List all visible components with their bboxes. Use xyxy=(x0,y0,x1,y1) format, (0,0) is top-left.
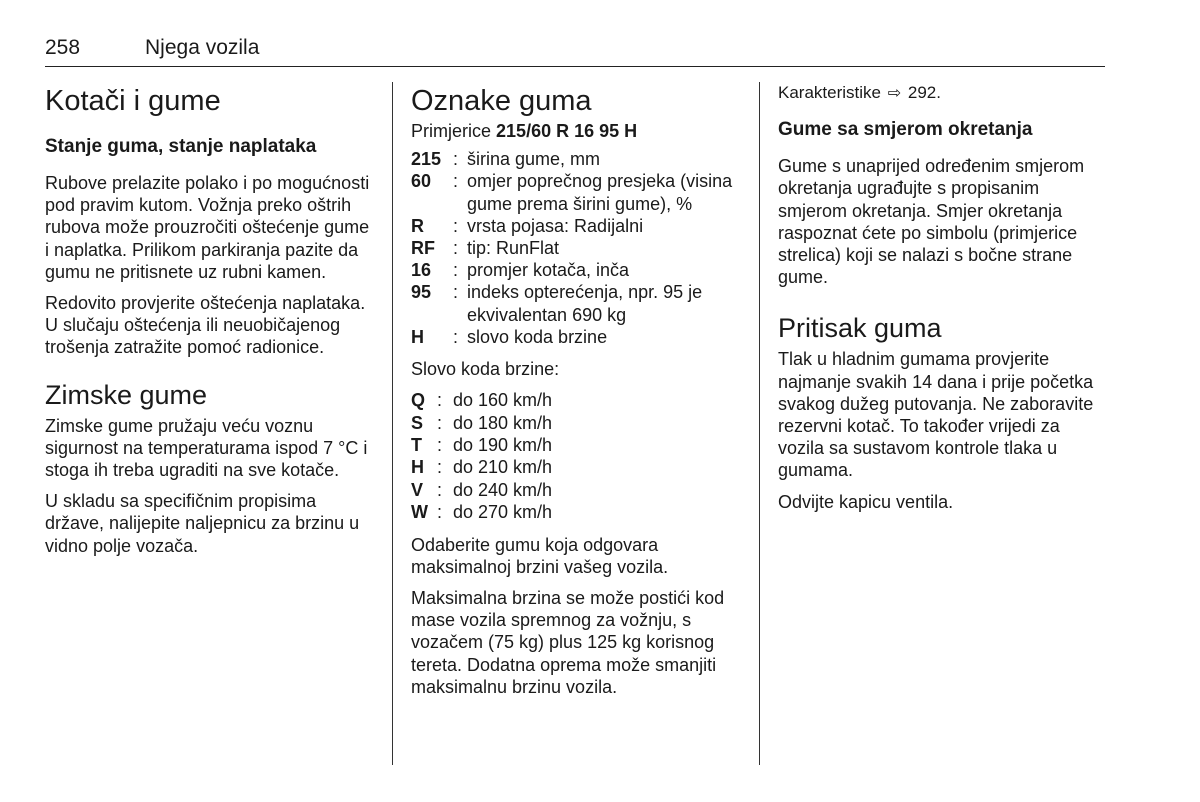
spec-text: slovo koda brzine xyxy=(467,326,608,347)
heading-tire-designations: Oznake guma xyxy=(411,85,592,117)
column-2 xyxy=(411,80,751,707)
speed-key: V xyxy=(411,479,424,500)
speed-text: do 180 km/h xyxy=(453,412,553,433)
spec-key: H xyxy=(411,326,424,347)
spec-text: vrsta pojasa: Radijalni xyxy=(467,215,644,236)
paragraph: U skladu sa specifičnim propisima države, nalijepite naljepnicu za brzinu u vidno polje vozača. xyxy=(45,491,360,556)
spec-key: RF xyxy=(411,238,435,259)
spec-text: omjer poprečnog presjeka (visina gume prema širini gume), % xyxy=(467,171,733,214)
speed-text: do 190 km/h xyxy=(453,435,553,456)
speed-text: do 270 km/h xyxy=(453,502,553,523)
speed-text: do 210 km/h xyxy=(453,457,553,478)
spec-text: širina gume, mm xyxy=(467,149,601,170)
example-prefix: Primjerice xyxy=(411,121,492,141)
column-3 xyxy=(778,80,1103,522)
speed-key: T xyxy=(411,435,422,456)
paragraph: Maksimalna brzina se može postići kod mase vozila spremnog za vožnju, s vozačem (75 kg) plus 125 kg korisnog tereta. Dodatna oprema može smanjiti maksimalnu brzinu vozila. xyxy=(411,588,725,697)
speed-key: Q xyxy=(411,390,426,411)
chapter-title: Kotači i gume xyxy=(45,85,221,117)
spec-text: tip: RunFlat xyxy=(467,238,560,259)
spec-key: 95 xyxy=(411,282,432,303)
speed-text: do 240 km/h xyxy=(453,479,553,500)
speed-key: S xyxy=(411,412,424,433)
spec-text: indeks opterećenja, npr. 95 je ekvivalentan 690 kg xyxy=(467,282,703,325)
column-1 xyxy=(45,80,375,566)
speed-code-list: Q : do 160 km/h S : do 180 km/h T : do 190 km/h H : do 210 km/h V : do 240 km/h W : do 270 km/h xyxy=(411,389,751,523)
paragraph: Odvijte kapicu ventila. xyxy=(778,491,954,512)
paragraph: Tlak u hladnim gumama provjerite najmanje svakih 14 dana i prije početka svakog dužeg putovanja. Ne zaboravite rezervni kotač. To također vrijedi za vozila sa sustavom kontrole tlaka u gumama. xyxy=(778,349,1094,481)
page-number: 258 xyxy=(45,36,81,59)
reference-label: Karakteristike xyxy=(778,83,881,102)
speed-text: do 160 km/h xyxy=(453,390,553,411)
paragraph: Zimske gume pružaju veću voznu sigurnost na temperaturama ispod 7 °C i stoga ih treba ugraditi na sve kotače. xyxy=(45,415,368,481)
paragraph: Gume s unaprijed određenim smjerom okretanja ugrađujte s propisanim smjerom okretanja. Smjer okretanja raspoznat ćete po simbolu (primjerice strelica) koji se nalazi s bočne strane gume. xyxy=(778,156,1085,288)
spec-key: 60 xyxy=(411,171,432,192)
speed-intro: Slovo koda brzine: xyxy=(411,359,560,380)
paragraph: Rubove prelazite polako i po mogućnosti pod pravim kutom. Vožnja preko oštrih rubova može prouzročiti oštećenje gume i naplatka. Prilikom parkiranja pazite da gumu ne pritisnete uz rubni kamen. xyxy=(45,173,370,282)
spec-key: 16 xyxy=(411,260,432,281)
section-title: Njega vozila xyxy=(145,36,260,59)
arrow-right-icon: ⇨ xyxy=(887,85,902,102)
speed-key: W xyxy=(411,502,428,523)
page-header xyxy=(45,34,1105,67)
column-divider xyxy=(759,82,760,765)
example-line xyxy=(411,120,751,142)
subheading-tire-condition: Stanje guma, stanje naplataka xyxy=(45,136,317,157)
spec-text: promjer kotača, inča xyxy=(467,260,630,281)
example-code: 215/60 R 16 95 H xyxy=(496,121,638,141)
reference-page: 292. xyxy=(907,83,941,102)
heading-tire-pressure: Pritisak guma xyxy=(778,313,942,344)
speed-key: H xyxy=(411,457,424,478)
subheading-directional-tires: Gume sa smjerom okretanja xyxy=(778,119,1033,141)
tire-spec-list: 215 : širina gume, mm 60 : omjer poprečnog presjeka (visina gume prema širini gume), % R : vrsta pojasa: Radijalni RF : tip: RunFlat 16 : promjer kotača, inča 95 : indeks opterećenja, npr. 95 je ekvivalentan 690 kg H : slovo koda brzine xyxy=(411,148,751,348)
heading-winter-tires: Zimske gume xyxy=(45,379,208,410)
paragraph: Redovito provjerite oštećenja naplataka. U slučaju oštećenja ili neuobičajenog trošenja zatražite pomoć radionice. xyxy=(45,293,366,358)
spec-key: R xyxy=(411,215,424,236)
spec-key: 215 xyxy=(411,149,442,170)
column-divider xyxy=(392,82,393,765)
cross-reference xyxy=(778,82,1103,105)
paragraph: Odaberite gumu koja odgovara maksimalnoj brzini vašeg vozila. xyxy=(411,534,669,577)
